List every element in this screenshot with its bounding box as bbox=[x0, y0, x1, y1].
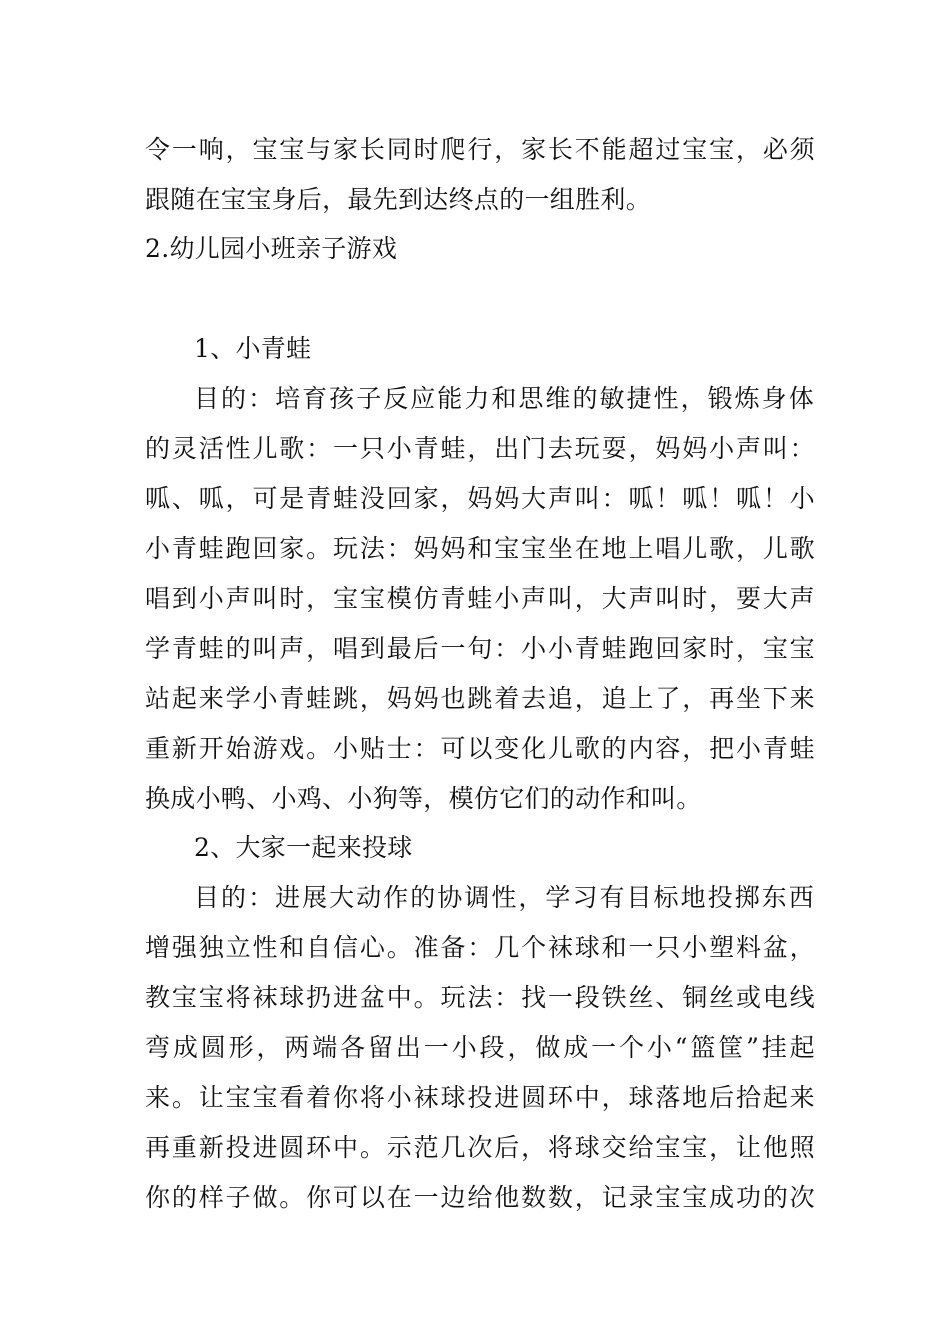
text-line: 教宝宝将袜球扔进盆中。玩法：找一段铁丝、铜丝或电线 bbox=[145, 983, 815, 1012]
text-line: 重新开始游戏。小贴士：可以变化儿歌的内容，把小青蛙 bbox=[145, 734, 815, 763]
text-line: 跟随在宝宝身后，最先到达终点的一组胜利。 bbox=[145, 185, 652, 214]
game-title-ball: 2、大家一起来投球 bbox=[194, 833, 413, 862]
text-line: 来。让宝宝看着你将小袜球投进圆环中，球落地后拾起来 bbox=[145, 1083, 815, 1112]
text-line: 弯成圆形，两端各留出一小段，做成一个小“篮筐”挂起 bbox=[145, 1033, 815, 1062]
text-line: 的灵活性儿歌：一只小青蛙，出门去玩耍，妈妈小声叫： bbox=[145, 434, 815, 463]
text-line: 换成小鸭、小鸡、小狗等，模仿它们的动作和叫。 bbox=[145, 784, 702, 813]
game-title-frog: 1、小青蛙 bbox=[194, 334, 312, 363]
text-line: 站起来学小青蛙跳，妈妈也跳着去追，追上了，再坐下来 bbox=[145, 684, 815, 713]
section-heading: 2.幼儿园小班亲子游戏 bbox=[145, 234, 398, 263]
text-line: 再重新投进圆环中。示范几次后，将球交给宝宝，让他照 bbox=[145, 1133, 815, 1162]
text-line: 增强独立性和自信心。准备：几个袜球和一只小塑料盆， bbox=[145, 933, 815, 962]
text-line: 小青蛙跑回家。玩法：妈妈和宝宝坐在地上唱儿歌，儿歌 bbox=[145, 534, 815, 563]
text-line: 学青蛙的叫声，唱到最后一句：小小青蛙跑回家时，宝宝 bbox=[145, 634, 815, 663]
text-line: 你的样子做。你可以在一边给他数数，记录宝宝成功的次 bbox=[145, 1183, 815, 1212]
text-line: 唱到小声叫时，宝宝模仿青蛙小声叫，大声叫时，要大声 bbox=[145, 584, 815, 613]
text-line: 呱、呱，可是青蛙没回家，妈妈大声叫：呱！呱！呱！小 bbox=[145, 484, 815, 513]
text-line: 目的：培育孩子反应能力和思维的敏捷性，锻炼身体 bbox=[194, 384, 814, 413]
text-line: 目的：进展大动作的协调性，学习有目标地投掷东西 bbox=[194, 883, 814, 912]
text-line: 令一响，宝宝与家长同时爬行，家长不能超过宝宝，必须 bbox=[145, 135, 815, 164]
